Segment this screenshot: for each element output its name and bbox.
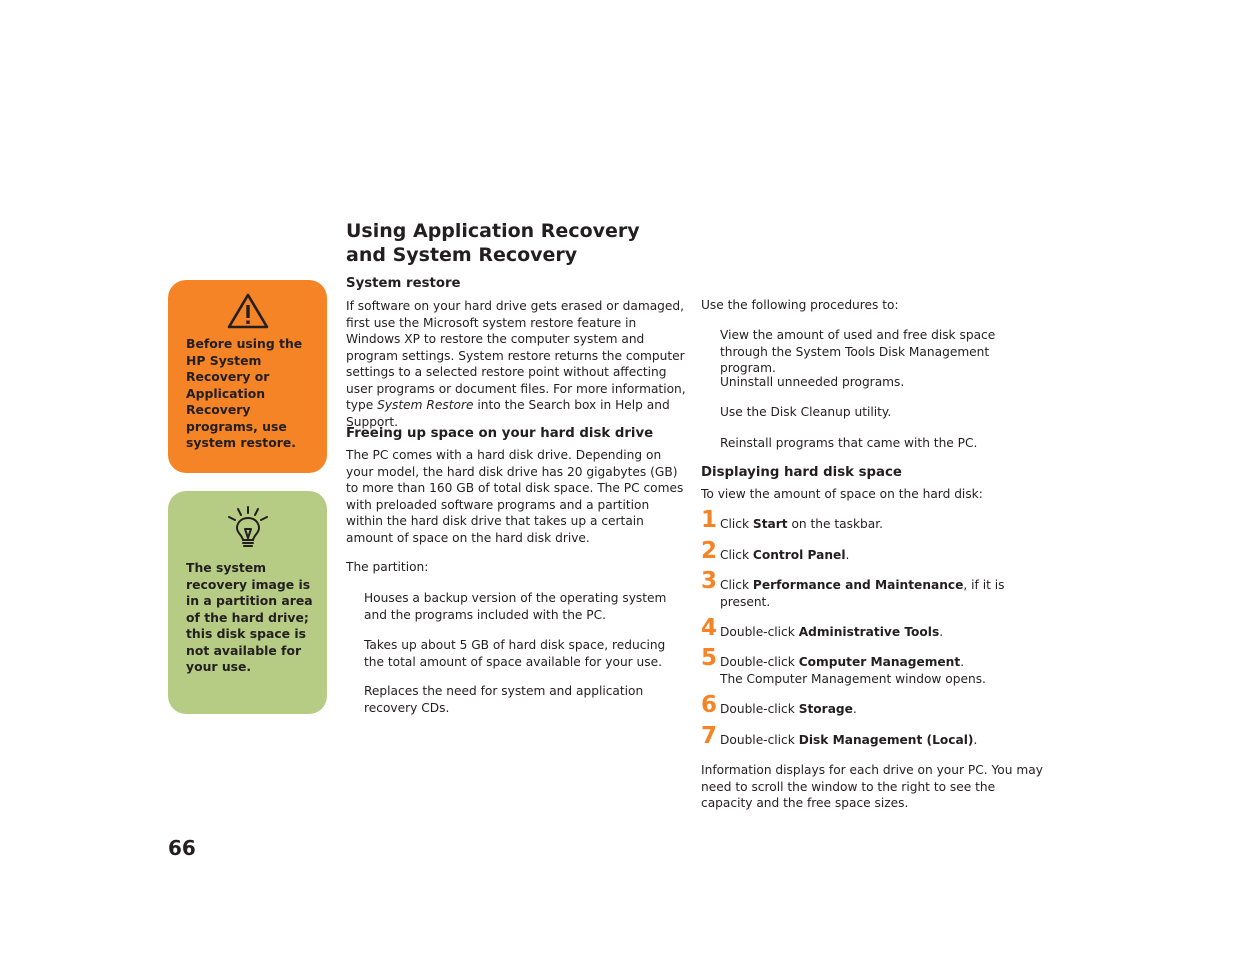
warning-text: Before using the HP System Recovery or Application Recovery programs, use system restore.: [186, 336, 303, 450]
page-number: 66: [168, 836, 196, 860]
step-text: Double-click Disk Management (Local).: [720, 733, 978, 747]
step-text: Double-click Administrative Tools.: [720, 625, 944, 639]
partition-item: Houses a backup version of the operating system and the programs included with the PC.: [364, 591, 667, 622]
step-number: 6: [701, 692, 718, 718]
section-heading-freeing-space: Freeing up space on your hard disk drive: [346, 426, 654, 441]
section-heading-system-restore: System restore: [346, 276, 461, 291]
step-number: 3: [701, 568, 718, 594]
step-text: Double-click Computer Management. The Computer Management window opens.: [720, 655, 986, 686]
procedure-item: Use the Disk Cleanup utility.: [720, 405, 892, 419]
partition-intro: The partition:: [346, 560, 429, 574]
step-number: 5: [701, 645, 718, 671]
displaying-outro: Information displays for each drive on your PC. You may need to scroll the window to the right to see the capacity and the free space sizes.: [701, 763, 1043, 810]
warning-triangle-icon: [226, 292, 270, 334]
procedures-intro: Use the following procedures to:: [701, 298, 899, 312]
procedure-item: Reinstall programs that came with the PC.: [720, 436, 978, 450]
step-text: Double-click Storage.: [720, 702, 857, 716]
tip-text: The system recovery image is in a partition area of the hard drive; this disk space is not available for your use.: [186, 560, 313, 674]
tip-callout: [168, 491, 327, 714]
step-number: 2: [701, 538, 718, 564]
procedure-item: View the amount of used and free disk space through the System Tools Disk Management program.: [720, 328, 996, 375]
step-text: Click Control Panel.: [720, 548, 850, 562]
step-number: 1: [701, 507, 718, 533]
step-note: The Computer Management window opens.: [720, 671, 986, 686]
procedure-item: Uninstall unneeded programs.: [720, 375, 905, 389]
warning-callout: [168, 280, 327, 473]
system-restore-paragraph: If software on your hard drive gets erased or damaged, first use the Microsoft system restore feature in Windows XP to restore the computer system and program settings. System restore returns the computer settings to a selected restore point without affecting user programs or document files. For more information, type System Restore into the Search box in Help and Support.: [346, 299, 686, 429]
freeing-space-paragraph: The PC comes with a hard disk drive. Depending on your model, the hard disk drive has 20 gigabytes (GB) to more than 160 GB of total disk space. The PC comes with preloaded software programs and a partition within the hard disk drive that takes up a certain amount of space on the hard disk drive.: [346, 448, 684, 545]
section-heading-displaying-space: Displaying hard disk space: [701, 465, 902, 480]
step-text: Click Performance and Maintenance, if it is present.: [720, 578, 1005, 609]
step-number: 4: [701, 615, 718, 641]
partition-item: Takes up about 5 GB of hard disk space, reducing the total amount of space available for your use.: [364, 638, 666, 669]
lightbulb-icon: [225, 505, 271, 555]
page-title: Using Application Recovery and System Recovery: [346, 220, 640, 266]
displaying-intro: To view the amount of space on the hard disk:: [701, 487, 983, 501]
step-number: 7: [701, 723, 718, 749]
step-text: Click Start on the taskbar.: [720, 517, 884, 531]
partition-item: Replaces the need for system and application recovery CDs.: [364, 684, 644, 715]
